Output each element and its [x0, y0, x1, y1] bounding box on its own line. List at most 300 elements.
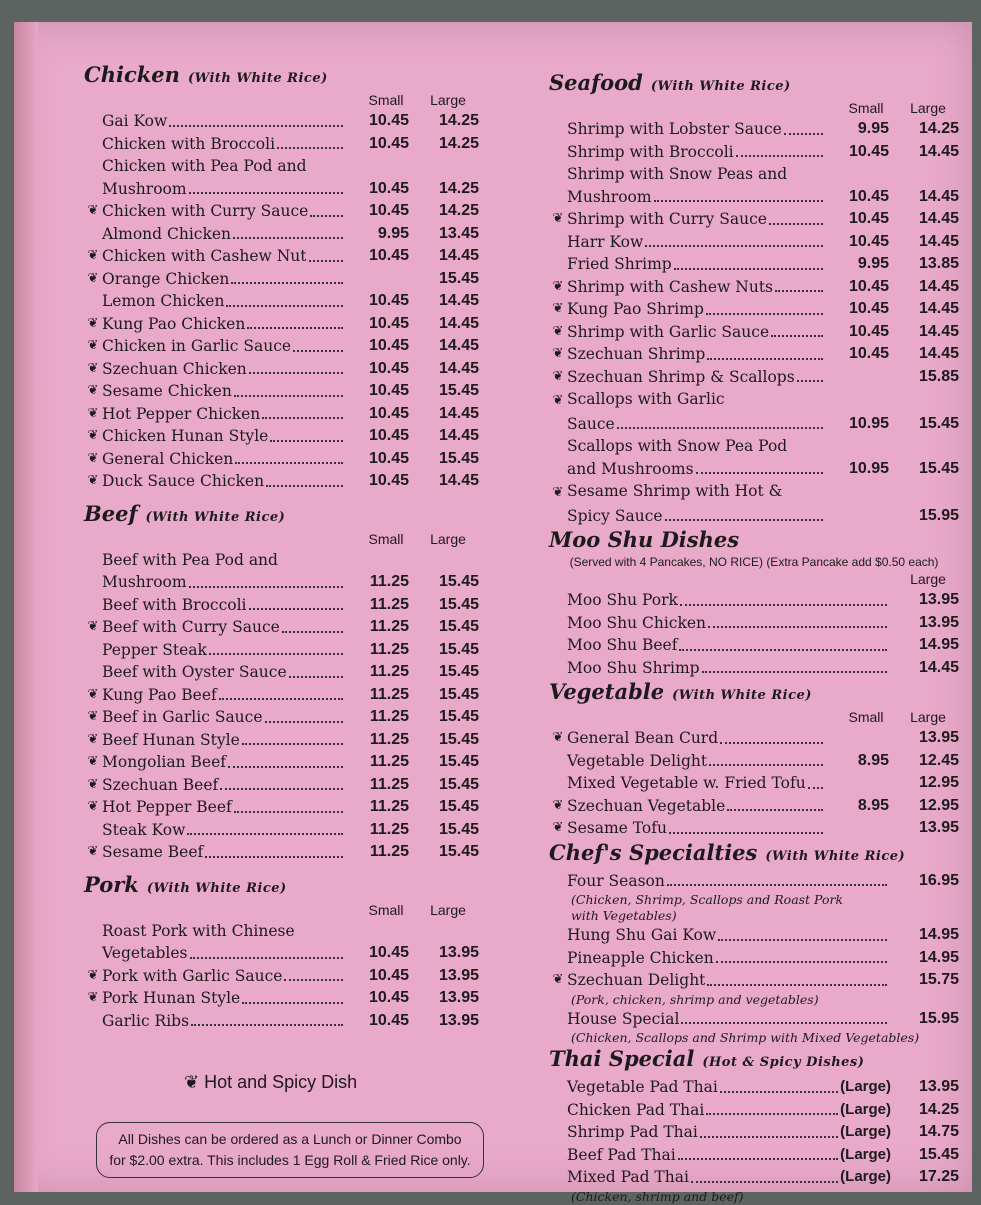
leader-dots — [678, 1158, 838, 1160]
price-small: 10.45 — [848, 300, 889, 317]
hot-pepper-icon: ❦ — [87, 360, 99, 376]
price-large: 14.25 — [438, 202, 479, 219]
item-name: Steak Kow — [102, 820, 186, 839]
price-small: 11.25 — [369, 618, 409, 635]
price-small: 10.45 — [848, 232, 889, 250]
small-header: Small — [848, 100, 884, 116]
price-small: 10.95 — [848, 459, 889, 477]
item-name: Szechuan Beef — [102, 775, 219, 794]
item-name: Pork Hunan Style — [102, 989, 241, 1007]
item-name: Garlic Ribs — [102, 1011, 190, 1030]
price-small: 10.45 — [368, 112, 409, 129]
item-name: Spicy Sauce — [567, 506, 663, 525]
price-large: 16.95 — [918, 871, 959, 889]
leader-dots — [617, 427, 823, 429]
leader-dots — [718, 939, 887, 941]
price-large: 15.45 — [438, 269, 479, 287]
price-large: 14.45 — [918, 277, 959, 295]
menu-item-row — [84, 200, 479, 223]
price-large: 14.45 — [438, 337, 479, 354]
menu-item-row — [549, 657, 959, 680]
item-name: Shrimp Pad Thai — [567, 1123, 698, 1141]
item-name: Moo Shu Beef — [567, 636, 678, 654]
menu-item-row — [84, 290, 479, 313]
hot-pepper-icon: ❦ — [552, 485, 564, 500]
menu-item-row — [84, 616, 479, 639]
leader-dots — [242, 743, 343, 745]
item-name: Shrimp with Lobster Sauce — [567, 120, 782, 138]
item-name: Mixed Vegetable w. Fried Tofu — [567, 774, 806, 792]
section-subtitle: (With White Rice) — [187, 71, 328, 86]
item-name: Beef with Curry Sauce — [102, 618, 280, 636]
leader-dots — [736, 155, 823, 157]
menu-item-row — [549, 924, 959, 947]
leader-dots — [189, 192, 343, 194]
price-small: 10.45 — [848, 142, 889, 160]
price-large: 14.45 — [438, 359, 479, 377]
hot-pepper-icon: ❦ — [87, 754, 99, 769]
price-small: 11.25 — [369, 775, 409, 793]
price-small: 11.25 — [369, 663, 409, 680]
item-name: Chicken with Curry Sauce — [102, 202, 309, 220]
price-small: 8.95 — [857, 751, 889, 769]
combo-note-line1: All Dishes can be ordered as a Lunch or Dinner Combo — [118, 1131, 462, 1147]
price-large: 14.45 — [438, 247, 479, 264]
size-label: (Large) — [840, 1100, 891, 1118]
menu-item-row — [549, 772, 959, 795]
item-name: Beef Pad Thai — [567, 1145, 676, 1164]
price-small: 10.45 — [368, 382, 409, 399]
item-name: Gai Kow — [102, 112, 168, 130]
price-large: 15.95 — [918, 1009, 959, 1027]
price-small: 10.45 — [368, 292, 409, 309]
leader-dots — [702, 671, 887, 673]
menu-item-row — [549, 1008, 959, 1031]
item-name: Harr Kow — [567, 232, 644, 251]
section-title-text: Pork — [84, 871, 139, 897]
price-large: 15.45 — [438, 798, 479, 815]
section-subtitle: (Hot & Spicy Dishes) — [702, 1055, 865, 1070]
price-large: 14.25 — [918, 1100, 959, 1118]
item-name: Duck Sauce Chicken — [102, 472, 265, 490]
price-small: 10.45 — [368, 359, 409, 377]
item-name: Shrimp with Cashew Nuts — [567, 277, 774, 296]
column-headers — [549, 100, 959, 118]
item-name: Moo Shu Pork — [567, 591, 678, 609]
item-name: Fried Shrimp — [567, 255, 672, 273]
menu-item-row — [84, 470, 479, 493]
price-large: 14.75 — [918, 1123, 959, 1140]
price-large: 14.25 — [918, 120, 959, 137]
price-small: 8.95 — [857, 796, 889, 814]
price-large: 15.45 — [438, 449, 479, 467]
hot-pepper-icon: ❦ — [184, 1072, 200, 1092]
price-large: 15.95 — [918, 506, 959, 524]
item-name: Lemon Chicken — [102, 292, 225, 310]
menu-item-row — [84, 380, 479, 403]
item-name: Pork with Garlic Sauce — [102, 966, 283, 985]
menu-item-row — [84, 571, 479, 594]
small-header: Small — [368, 901, 404, 918]
leader-dots — [706, 313, 823, 315]
thai-section — [549, 1046, 959, 1205]
leader-dots — [289, 676, 343, 678]
price-large: 15.45 — [438, 382, 479, 399]
left-column — [84, 62, 479, 1032]
item-name: Mongolian Beef — [102, 753, 226, 771]
large-header: Large — [910, 709, 946, 725]
leader-dots — [277, 147, 343, 149]
price-small: 10.45 — [848, 345, 889, 362]
menu-item-row — [84, 403, 479, 426]
hot-pepper-icon: ❦ — [87, 428, 99, 443]
price-large: 15.45 — [918, 459, 959, 477]
price-large: 15.45 — [438, 708, 479, 725]
menu-item-row — [84, 965, 479, 988]
menu-item-row — [549, 1121, 959, 1144]
menu-item-row — [549, 947, 959, 970]
menu-item-row — [84, 987, 479, 1010]
item-name: Kung Pao Chicken — [102, 314, 246, 333]
price-large: 15.45 — [438, 753, 479, 770]
leader-dots — [265, 721, 343, 723]
price-large: 15.45 — [438, 573, 479, 590]
section-subtitle: (With White Rice) — [765, 848, 906, 864]
menu-item-row — [549, 413, 959, 436]
item-name: Beef with Broccoli — [102, 595, 247, 614]
menu-item-row — [549, 1076, 959, 1099]
price-large: 15.45 — [438, 843, 479, 860]
item-name: Mushroom — [102, 179, 187, 198]
price-small: 11.25 — [369, 708, 409, 725]
hot-pepper-icon: ❦ — [87, 203, 99, 218]
section-title-text: Vegetable — [549, 679, 665, 704]
menu-item-row — [549, 750, 959, 773]
hot-pepper-icon: ❦ — [552, 323, 564, 339]
section-title-text: Moo Shu Dishes — [549, 527, 740, 552]
leader-dots — [707, 358, 823, 360]
leader-dots — [220, 788, 343, 790]
menu-item-row — [549, 298, 959, 321]
leader-dots — [707, 984, 887, 986]
hot-pepper-icon: ❦ — [87, 844, 99, 859]
item-name: Sesame Tofu — [567, 819, 667, 837]
item-description: (Pork, chicken, shrimp and vegetables) — [571, 991, 819, 1007]
size-label: (Large) — [840, 1078, 891, 1095]
menu-item-row — [84, 223, 479, 246]
item-name: Chicken Pad Thai — [567, 1100, 705, 1119]
leader-dots — [293, 350, 343, 352]
price-small: 11.25 — [369, 595, 409, 613]
item-description: (Chicken, Scallops and Shrimp with Mixed Vegetables) — [571, 1030, 920, 1045]
menu-item-row — [549, 795, 959, 818]
item-name: Shrimp with Garlic Sauce — [567, 322, 770, 341]
menu-item-row — [549, 870, 959, 893]
leader-dots — [709, 764, 823, 766]
price-small: 11.25 — [369, 640, 409, 658]
menu-item-row — [549, 231, 959, 254]
hot-pepper-icon: ❦ — [87, 967, 99, 983]
leader-dots — [720, 1091, 838, 1093]
item-name: Beef with Oyster Sauce — [102, 663, 287, 681]
leader-dots — [228, 766, 343, 768]
item-name: Vegetable Pad Thai — [567, 1078, 718, 1096]
item-name: Moo Shu Shrimp — [567, 658, 700, 677]
price-large: 15.45 — [438, 640, 479, 658]
price-large: 15.45 — [438, 820, 479, 838]
small-header: Small — [848, 709, 884, 725]
price-large: 12.45 — [918, 751, 959, 769]
price-large: 14.45 — [438, 292, 479, 309]
menu-item-row — [84, 942, 479, 965]
section-title-text: Thai Special — [549, 1046, 695, 1071]
price-small: 10.45 — [848, 210, 889, 227]
item-name-line1 — [549, 480, 959, 505]
hot-pepper-icon: ❦ — [87, 709, 99, 724]
price-large: 13.95 — [438, 989, 479, 1006]
price-small: 11.25 — [369, 843, 409, 860]
price-small: 11.25 — [369, 798, 409, 815]
price-large: 14.45 — [438, 404, 479, 422]
leader-dots — [700, 1136, 838, 1138]
price-large: 14.95 — [918, 636, 959, 653]
price-large: 14.45 — [918, 300, 959, 317]
price-large: 13.95 — [918, 591, 959, 608]
price-large: 14.45 — [918, 142, 959, 160]
price-small: 11.25 — [369, 820, 409, 838]
hot-pepper-icon: ❦ — [552, 211, 564, 226]
hot-pepper-icon: ❦ — [87, 450, 99, 466]
price-small: 10.45 — [368, 427, 409, 444]
price-small: 10.45 — [368, 1011, 409, 1029]
small-header: Small — [368, 92, 404, 108]
item-name-line1: Roast Pork with Chinese — [102, 921, 295, 940]
item-name: Pineapple Chicken — [567, 948, 714, 967]
menu-item-row — [549, 969, 959, 992]
item-name: Shrimp with Curry Sauce — [567, 210, 767, 228]
price-large: 15.75 — [918, 971, 959, 988]
section-title-text: Chicken — [84, 62, 180, 87]
item-name: Hot Pepper Chicken — [102, 404, 261, 423]
item-name: Vegetable Delight — [567, 751, 708, 770]
menu-item-row — [549, 141, 959, 164]
menu-item-row — [549, 208, 959, 231]
menu-item-row — [549, 612, 959, 635]
price-large: 14.45 — [918, 210, 959, 227]
leader-dots — [654, 200, 823, 202]
column-headers — [549, 571, 959, 589]
price-large: 13.45 — [438, 224, 479, 242]
hot-pepper-icon: ❦ — [552, 393, 564, 408]
section-subtitle: (With White Rice) — [650, 79, 791, 94]
leader-dots — [669, 832, 823, 834]
item-description-cont: with Vegetables) — [571, 908, 677, 923]
section-title — [84, 872, 479, 902]
price-large: 15.45 — [438, 618, 479, 635]
chefs-section — [549, 840, 959, 1047]
leader-dots — [674, 268, 823, 270]
price-small: 11.25 — [369, 573, 409, 590]
menu-item-row — [84, 268, 479, 291]
menu-item-row — [84, 639, 479, 662]
price-small: 10.95 — [848, 414, 889, 432]
column-headers — [84, 902, 479, 920]
column-headers — [84, 92, 479, 110]
price-large: 14.45 — [918, 232, 959, 250]
price-large: 15.85 — [918, 367, 959, 385]
menu-page — [14, 22, 972, 1204]
hot-pepper-icon: ❦ — [87, 270, 99, 286]
menu-item-row — [84, 819, 479, 842]
column-headers — [549, 709, 959, 727]
menu-item-row — [84, 313, 479, 336]
leader-dots — [665, 519, 823, 521]
item-name: Kung Pao Shrimp — [567, 300, 704, 318]
price-large: 14.95 — [918, 948, 959, 966]
item-name: Pepper Steak — [102, 640, 207, 659]
menu-item-row — [549, 276, 959, 299]
hot-pepper-icon: ❦ — [87, 383, 99, 398]
leader-dots — [233, 237, 343, 239]
leader-dots — [205, 856, 343, 858]
price-small: 10.45 — [368, 134, 409, 152]
price-large: 14.25 — [438, 134, 479, 152]
menu-item-row — [84, 448, 479, 471]
menu-item-row — [84, 751, 479, 774]
item-name: and Mushrooms — [567, 459, 694, 478]
price-small: 11.25 — [369, 685, 409, 703]
column-headers — [84, 531, 479, 549]
section-title — [549, 1046, 959, 1076]
price-large: 15.45 — [438, 685, 479, 703]
item-name: Chicken in Garlic Sauce — [102, 337, 292, 355]
price-large: 15.45 — [438, 595, 479, 613]
section-title-text: Seafood — [549, 70, 643, 95]
price-small: 10.45 — [368, 179, 409, 197]
leader-dots — [235, 462, 343, 464]
leader-dots — [249, 372, 343, 374]
item-name-line1: Scallops with Snow Pea Pod — [567, 437, 788, 455]
item-name: Chicken Hunan Style — [102, 427, 269, 445]
hot-pepper-icon: ❦ — [552, 972, 564, 987]
leader-dots — [190, 957, 343, 959]
price-large: 14.45 — [918, 187, 959, 205]
menu-item-row — [549, 458, 959, 481]
small-header: Small — [368, 530, 404, 547]
item-name: Mixed Pad Thai — [567, 1168, 689, 1186]
price-small: 10.45 — [368, 944, 409, 961]
leader-dots — [769, 223, 823, 225]
hot-pepper-icon: ❦ — [87, 248, 99, 263]
leader-dots — [727, 809, 823, 811]
section-title-text: Chef's Specialties — [549, 839, 758, 865]
price-large: 15.45 — [918, 1145, 959, 1163]
leader-dots — [775, 290, 823, 292]
large-header: Large — [430, 530, 466, 547]
page-fold — [14, 22, 38, 1192]
item-name: Sesame Chicken — [102, 382, 232, 400]
price-small: 10.45 — [368, 472, 409, 489]
item-name-line1: Beef with Pea Pod and — [102, 550, 278, 569]
hot-pepper-icon: ❦ — [87, 473, 99, 488]
leader-dots — [169, 125, 343, 127]
section-subtitle: (With White Rice) — [672, 688, 812, 703]
hot-pepper-icon: ❦ — [552, 301, 564, 316]
price-small: 10.45 — [368, 449, 409, 467]
leader-dots — [680, 604, 887, 606]
item-name: Shrimp with Broccoli — [567, 142, 734, 161]
price-large: 15.45 — [438, 730, 479, 748]
pork-section — [84, 872, 479, 1033]
item-name: Vegetables — [102, 944, 188, 962]
hot-pepper-icon: ❦ — [87, 405, 99, 421]
menu-item-row — [84, 661, 479, 684]
price-small: 11.25 — [369, 753, 409, 770]
combo-note-box — [96, 1122, 484, 1178]
item-name: Sauce — [567, 414, 615, 433]
item-name: Chicken with Broccoli — [102, 134, 276, 153]
right-column — [549, 70, 959, 1205]
menu-item-row — [84, 594, 479, 617]
price-large: 13.85 — [918, 255, 959, 272]
menu-item-row — [549, 186, 959, 209]
item-name-line1 — [549, 388, 959, 413]
leader-dots — [234, 811, 343, 813]
beef-section — [84, 501, 479, 864]
menu-item-row — [84, 1010, 479, 1033]
item-name-line1-text: Scallops with Garlic — [567, 390, 725, 408]
leader-dots — [270, 440, 343, 442]
leader-dots — [667, 884, 887, 886]
price-large: 14.45 — [438, 472, 479, 489]
price-large: 13.95 — [918, 1078, 959, 1095]
section-title — [549, 70, 959, 100]
menu-item-row — [84, 774, 479, 797]
hot-pepper-icon: ❦ — [87, 619, 99, 634]
section-title — [84, 501, 479, 531]
leader-dots — [282, 631, 343, 633]
leader-dots — [242, 1002, 343, 1004]
menu-item-row — [84, 110, 479, 133]
leader-dots — [209, 653, 343, 655]
leader-dots — [706, 1113, 838, 1115]
menu-item-row — [84, 841, 479, 864]
large-header: Large — [430, 92, 466, 108]
section-subtitle: (With White Rice) — [146, 880, 287, 896]
price-large: 12.95 — [918, 774, 959, 791]
leader-dots — [797, 380, 823, 382]
price-small: 10.45 — [368, 404, 409, 422]
item-description: (Chicken, Shrimp, Scallops and Roast Pork — [571, 892, 844, 907]
item-name: Mushroom — [567, 187, 652, 206]
price-small: 10.45 — [368, 314, 409, 332]
hot-pepper-icon: ❦ — [552, 368, 564, 384]
item-description: (Chicken, shrimp and beef) — [571, 1188, 744, 1204]
price-large: 13.95 — [438, 966, 479, 984]
price-large: 13.95 — [438, 1011, 479, 1029]
leader-dots — [771, 335, 823, 337]
price-large: 15.45 — [438, 775, 479, 793]
section-subtitle: (With White Rice) — [145, 509, 286, 525]
leader-dots — [310, 215, 343, 217]
menu-item-row — [549, 321, 959, 344]
menu-item-row — [84, 425, 479, 448]
size-label: (Large) — [840, 1168, 891, 1185]
menu-item-row — [84, 335, 479, 358]
item-name: Szechuan Vegetable — [567, 796, 726, 815]
menu-item-row — [84, 729, 479, 752]
large-header: Large — [910, 100, 946, 116]
